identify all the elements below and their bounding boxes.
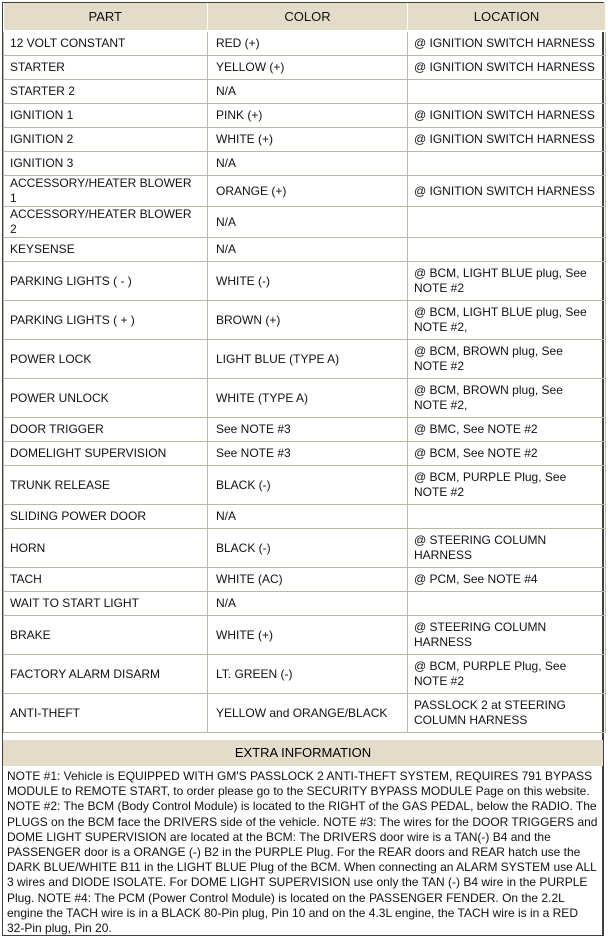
table-row xyxy=(4,592,606,616)
cell-part: BRAKE xyxy=(4,616,208,655)
cell-color: WHITE (TYPE A) xyxy=(208,379,408,418)
extra-information-text xyxy=(7,769,601,936)
cell-location: @ IGNITION SWITCH HARNESS xyxy=(408,128,606,152)
table-row xyxy=(4,616,606,655)
table-row xyxy=(4,56,606,80)
table-row xyxy=(4,340,606,379)
table-row xyxy=(4,262,606,301)
cell-location xyxy=(408,152,606,176)
table-row xyxy=(4,31,606,56)
table-row xyxy=(4,418,606,442)
cell-part: IGNITION 1 xyxy=(4,104,208,128)
extra-line: MODULE to REMOTE START, to order please go to the SECURITY BYPASS MODULE Page on this website. xyxy=(7,784,590,799)
cell-part: TACH xyxy=(4,568,208,592)
cell-part: PARKING LIGHTS ( + ) xyxy=(4,301,208,340)
cell-location xyxy=(408,592,606,616)
extra-line: PASSENGER door is a ORANGE (-) B2 in the PURPLE Plug. For the REAR doors and REAR hatch use the xyxy=(7,845,581,860)
cell-part: ANTI-THEFT xyxy=(4,694,208,733)
table-row xyxy=(4,694,606,733)
cell-color: WHITE (-) xyxy=(208,262,408,301)
header-location: LOCATION xyxy=(408,3,606,31)
cell-part: POWER LOCK xyxy=(4,340,208,379)
cell-part: KEYSENSE xyxy=(4,238,208,262)
extra-line: engine the TACH wire is in a BLACK 80-Pin plug, Pin 10 and on the 4.3L engine, the TACH wire is in a RED xyxy=(7,905,578,920)
extra-line: PLUGS on the BCM face the DRIVERS side of the vehicle. NOTE #3: The wires for the DOOR TRIGGERS and xyxy=(7,814,598,829)
extra-line: DARK BLUE/WHITE B11 in the LIGHT BLUE Plug of the BCM. When connecting an ALARM SYSTEM use ALL xyxy=(7,860,597,875)
cell-color: LIGHT BLUE (TYPE A) xyxy=(208,340,408,379)
cell-color: BROWN (+) xyxy=(208,301,408,340)
cell-part: HORN xyxy=(4,529,208,568)
cell-part: FACTORY ALARM DISARM xyxy=(4,655,208,694)
cell-color: WHITE (AC) xyxy=(208,568,408,592)
extra-line: 3 wires and DIODE ISOLATE. For DOME LIGHT SUPERVISION use only the TAN (-) B4 wire in the PURPLE xyxy=(7,875,588,890)
cell-part: IGNITION 2 xyxy=(4,128,208,152)
cell-color: YELLOW (+) xyxy=(208,56,408,80)
cell-color: LT. GREEN (-) xyxy=(208,655,408,694)
cell-location: @ STEERING COLUMN HARNESS xyxy=(408,616,606,655)
cell-location: @ BCM, LIGHT BLUE plug, See NOTE #2, xyxy=(408,301,606,340)
cell-location: @ PCM, See NOTE #4 xyxy=(408,568,606,592)
header-part: PART xyxy=(4,3,208,31)
cell-color: See NOTE #3 xyxy=(208,442,408,466)
cell-color: RED (+) xyxy=(208,31,408,56)
cell-part: PARKING LIGHTS ( - ) xyxy=(4,262,208,301)
extra-line: DOME LIGHT SUPERVISION are located at the BCM: The DRIVERS door wire is a TAN(-) B4 and the xyxy=(7,829,551,844)
cell-color: ORANGE (+) xyxy=(208,176,408,207)
table-row xyxy=(4,104,606,128)
table-row xyxy=(4,442,606,466)
table-row xyxy=(4,301,606,340)
cell-location: @ IGNITION SWITCH HARNESS xyxy=(408,104,606,128)
cell-location: @ IGNITION SWITCH HARNESS xyxy=(408,56,606,80)
table-row xyxy=(4,568,606,592)
cell-part: STARTER xyxy=(4,56,208,80)
cell-location xyxy=(408,238,606,262)
cell-part: ACCESSORY/HEATER BLOWER 1 xyxy=(4,176,208,207)
cell-color: N/A xyxy=(208,592,408,616)
cell-color: BLACK (-) xyxy=(208,466,408,505)
cell-location: @ STEERING COLUMN HARNESS xyxy=(408,529,606,568)
cell-part: 12 VOLT CONSTANT xyxy=(4,31,208,56)
extra-line: 32-Pin plug, Pin 20. xyxy=(7,921,112,936)
cell-color: N/A xyxy=(208,80,408,104)
table-row xyxy=(4,379,606,418)
cell-location: @ BCM, BROWN plug, See NOTE #2 xyxy=(408,340,606,379)
cell-location: @ BCM, PURPLE Plug, See NOTE #2 xyxy=(408,466,606,505)
cell-location: @ IGNITION SWITCH HARNESS xyxy=(408,176,606,207)
extra-line: Plug. NOTE #4: The PCM (Power Control Module) is located on the PASSENGER FENDER. On the 2.2L xyxy=(7,890,565,905)
table-row xyxy=(4,238,606,262)
cell-color: WHITE (+) xyxy=(208,616,408,655)
table-row xyxy=(4,655,606,694)
cell-color: YELLOW and ORANGE/BLACK xyxy=(208,694,408,733)
extra-information-heading: EXTRA INFORMATION xyxy=(3,740,603,766)
cell-color: BLACK (-) xyxy=(208,529,408,568)
cell-location xyxy=(408,80,606,104)
cell-color: PINK (+) xyxy=(208,104,408,128)
cell-location: @ BCM, BROWN plug, See NOTE #2, xyxy=(408,379,606,418)
table-row xyxy=(4,505,606,529)
cell-part: STARTER 2 xyxy=(4,80,208,104)
cell-color: N/A xyxy=(208,505,408,529)
cell-location: @ BCM, PURPLE Plug, See NOTE #2 xyxy=(408,655,606,694)
cell-color: N/A xyxy=(208,238,408,262)
cell-color: N/A xyxy=(208,207,408,238)
cell-location: @ BMC, See NOTE #2 xyxy=(408,418,606,442)
cell-color: WHITE (+) xyxy=(208,128,408,152)
cell-part: POWER UNLOCK xyxy=(4,379,208,418)
cell-part: ACCESSORY/HEATER BLOWER 2 xyxy=(4,207,208,238)
table-row xyxy=(4,466,606,505)
cell-color: N/A xyxy=(208,152,408,176)
cell-part: SLIDING POWER DOOR xyxy=(4,505,208,529)
cell-location: @ BCM, See NOTE #2 xyxy=(408,442,606,466)
cell-part: IGNITION 3 xyxy=(4,152,208,176)
cell-part: TRUNK RELEASE xyxy=(4,466,208,505)
table-row xyxy=(4,128,606,152)
table-row xyxy=(4,176,606,207)
cell-location xyxy=(408,207,606,238)
cell-part: WAIT TO START LIGHT xyxy=(4,592,208,616)
cell-part: DOMELIGHT SUPERVISION xyxy=(4,442,208,466)
table-row xyxy=(4,152,606,176)
wiring-table xyxy=(3,3,606,733)
cell-location xyxy=(408,505,606,529)
table-header-row xyxy=(4,3,606,31)
extra-line: NOTE #1: Vehicle is EQUIPPED WITH GM'S PASSLOCK 2 ANTI-THEFT SYSTEM, REQUIRES 791 BYPASS xyxy=(7,769,593,783)
table-body xyxy=(4,31,606,733)
table-row xyxy=(4,529,606,568)
table-row xyxy=(4,80,606,104)
table-row xyxy=(4,207,606,238)
extra-line: NOTE #2: The BCM (Body Control Module) is located to the RIGHT of the GAS PEDAL, below the RADIO. The xyxy=(7,799,597,814)
wiring-chart xyxy=(2,2,604,936)
cell-part: DOOR TRIGGER xyxy=(4,418,208,442)
cell-location: @ BCM, LIGHT BLUE plug, See NOTE #2 xyxy=(408,262,606,301)
cell-location: @ IGNITION SWITCH HARNESS xyxy=(408,31,606,56)
header-color: COLOR xyxy=(208,3,408,31)
cell-location: PASSLOCK 2 at STEERING COLUMN HARNESS xyxy=(408,694,606,733)
cell-color: See NOTE #3 xyxy=(208,418,408,442)
